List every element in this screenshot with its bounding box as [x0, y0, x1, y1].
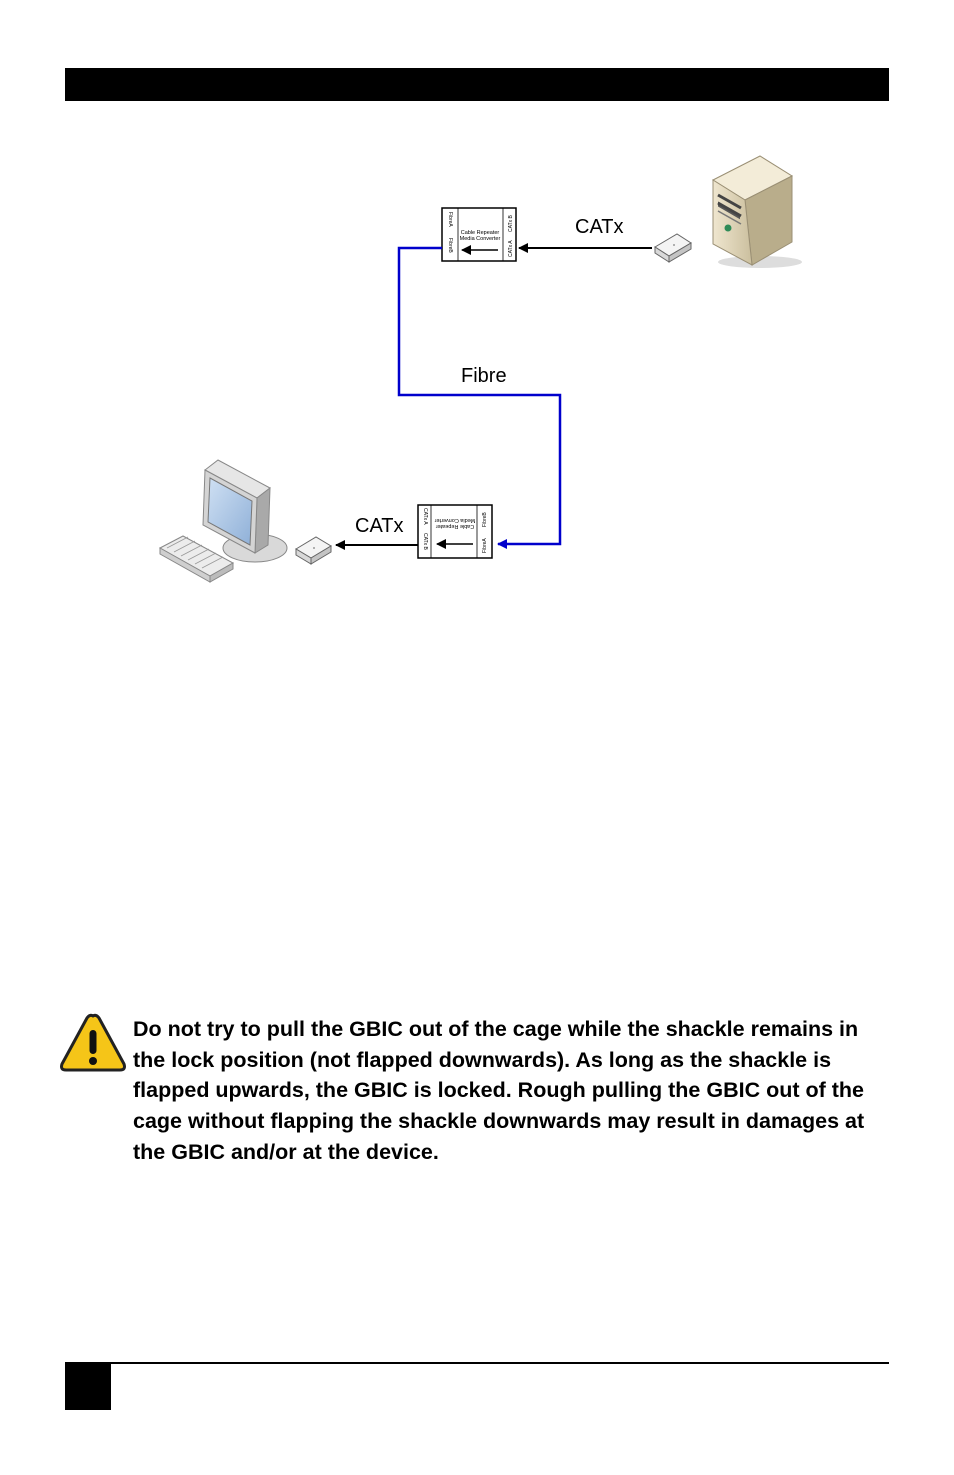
fibre-label: Fibre: [461, 365, 507, 387]
converter-top-port-cata: CATx A: [508, 240, 514, 257]
footer-rule: [65, 1362, 889, 1364]
workstation-icon: [160, 460, 287, 582]
media-converter-bottom: [418, 505, 492, 558]
converter-bottom-title-2: Media Converter: [434, 517, 476, 523]
converter-top-port-fibrea: FibreA: [447, 212, 453, 227]
warning-text: Do not try to pull the GBIC out of the cage while the shackle remains in the lock position (not flapped downwards). As long as the shackle is flapped upwards, the GBIC is locked. Rough pulling the GBIC out of the cage without flapping the shackle downwards may result in damages at the GBIC and/or at the device.: [133, 1017, 865, 1164]
converter-top-title-1: Cable Repeater: [460, 230, 500, 236]
converter-top-title-2: Media Converter: [459, 236, 501, 242]
converter-top-port-fibreb: FibreB: [447, 238, 453, 253]
catx-label-bottom: CATx: [355, 515, 404, 537]
transceiver-dongle-bottom-icon: [296, 537, 331, 564]
server-tower-icon: [713, 156, 802, 268]
converter-bottom-port-catb: CATx B: [422, 533, 428, 550]
converter-bottom-port-cata: CATx A: [422, 508, 428, 525]
fibre-connection-diagram: [0, 0, 954, 640]
converter-bottom-port-fibrea: FibreA: [482, 538, 488, 553]
warning-triangle-icon: [58, 1012, 128, 1074]
transceiver-dongle-top-icon: [655, 234, 691, 262]
fibre-cable: [399, 248, 560, 544]
catx-label-top: CATx: [575, 216, 624, 238]
converter-top-port-catb: CATx B: [508, 215, 514, 232]
page-number-block: [65, 1364, 111, 1410]
converter-bottom-title-1: Cable Repeater: [435, 523, 475, 529]
converter-bottom-port-fibreb: FibreB: [482, 512, 488, 527]
media-converter-top: [442, 208, 516, 261]
